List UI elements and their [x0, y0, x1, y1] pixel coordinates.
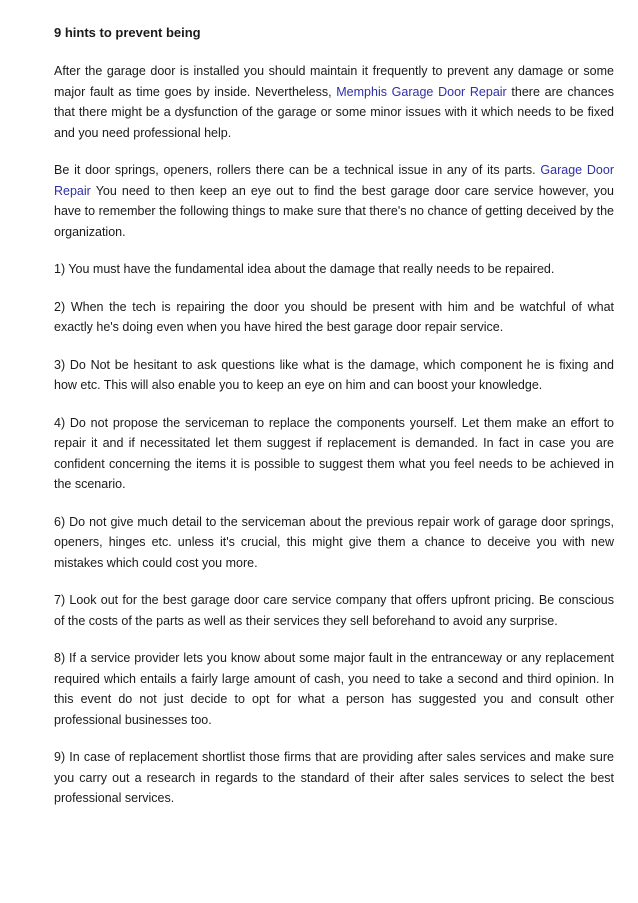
hint-8: 8) If a service provider lets you know about some major fault in the entranceway or any replacement required which entails a fairly large amount of cash, you need to take a second and third opinion. In this event do not just decide to opt for what a person has suggested you and consult other professional businesses too. — [54, 651, 614, 727]
memphis-garage-door-repair-link[interactable]: Memphis Garage Door Repair — [336, 84, 507, 99]
second-text-after-link: You need to then keep an eye out to find the best garage door care service however, you have to remember the following things to make sure that there's no chance of getting deceived by the organization. — [54, 183, 614, 239]
second-paragraph — [54, 160, 614, 242]
hint-3: 3) Do Not be hesitant to ask questions like what is the damage, which component he is fixing and how etc. This will also enable you to keep an eye on him and can boost your knowledge. — [54, 357, 614, 392]
hint-7: 7) Look out for the best garage door care service company that offers upfront pricing. Be conscious of the costs of the parts as well as their services they sell beforehand to avoid any surprise. — [54, 593, 614, 628]
hint-6: 6) Do not give much detail to the serviceman about the previous repair work of garage door springs, openers, hinges etc. unless it's crucial, this might give them a chance to deceive you with new mistakes which could cost you more. — [54, 514, 614, 570]
hint-4: 4) Do not propose the serviceman to replace the components yourself. Let them make an effort to repair it and if necessitated let them suggest if replacement is demanded. In fact in case you are confident concerning the items it is possible to suggest them what you feel needs to be achieved in the scenario. — [54, 415, 614, 491]
intro-paragraph — [54, 61, 614, 143]
document-page — [54, 22, 614, 826]
document-title: 9 hints to prevent being — [54, 25, 201, 40]
intro-text-after-link: there are chances that there might be a dysfunction of the garage or some minor issues with it which needs to be fixed and you need professional help. — [54, 84, 614, 140]
garage-door-repair-link[interactable]: Garage Door Repair — [54, 163, 614, 198]
hint-2: 2) When the tech is repairing the door you should be present with him and be watchful of what exactly he's doing even when you have hired the best garage door repair service. — [54, 299, 614, 334]
intro-text-before-link: After the garage door is installed you should maintain it frequently to prevent any damage or some major fault as time goes by inside. Nevertheless, — [54, 64, 614, 99]
hint-1: 1) You must have the fundamental idea about the damage that really needs to be repaired. — [54, 262, 555, 276]
second-text-before-link: Be it door springs, openers, rollers there can be a technical issue in any of its parts. — [54, 163, 541, 177]
hint-9: 9) In case of replacement shortlist those firms that are providing after sales services and make sure you carry out a research in regards to the standard of their after sales services to select the best professional services. — [54, 750, 614, 805]
